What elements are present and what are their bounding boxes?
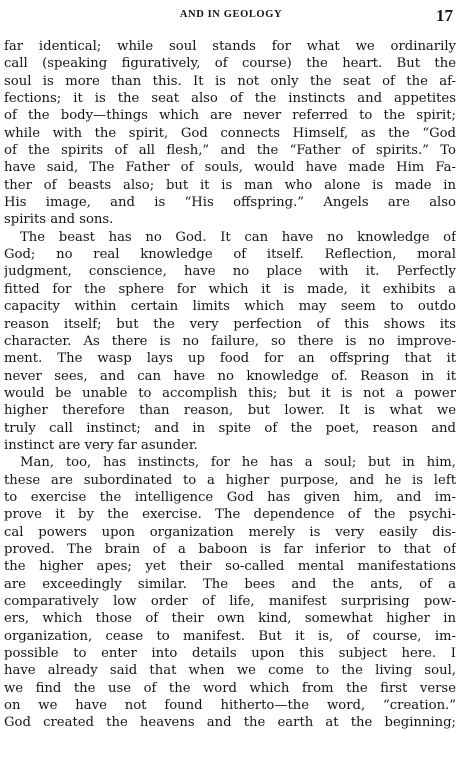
text-line: soul is more than this. It is not only the seat of the af- <box>4 73 456 89</box>
text-line: ment. The wasp lays up food for an offspring that it <box>4 351 456 367</box>
text-line: would be unable to accomplish this; but it is not a power <box>4 385 456 401</box>
text-line: on we have not found hitherto—the word, “creation.” <box>4 698 456 714</box>
text-line: while with the spirit, God connects Himself, as the “God <box>4 125 456 141</box>
text-line: of the spirits of all flesh,” and the “Father of spirits.” To <box>4 143 456 159</box>
text-line: possible to enter into details upon this subject here. I <box>4 646 456 662</box>
text-line: to exercise the intelligence God has given him, and im- <box>4 489 456 505</box>
text-line: we find the use of the word which from the first verse <box>4 680 456 696</box>
text-line: the higher apes; yet their so-called mental manifestations <box>4 559 456 575</box>
text-line: never sees, and can have no knowledge of. Reason in it <box>4 368 456 384</box>
paragraph-start-line: The beast has no God. It can have no knowledge of <box>20 229 456 245</box>
text-line: fitted for the sphere for which it is made, it exhibits a <box>4 281 456 297</box>
text-line: comparatively low order of life, manifest surprising pow- <box>4 594 456 609</box>
text-line: far identical; while soul stands for what we ordinarily <box>4 39 456 54</box>
text-line: are exceedingly similar. The bees and the ants, of a <box>4 576 456 592</box>
text-line: organization, cease to manifest. But it is, of course, im- <box>4 628 456 644</box>
paragraph-start-line: Man, too, has instincts, for he has a soul; but in him, <box>20 455 456 471</box>
text-line: character. As there is no failure, so there is no improve- <box>4 333 456 349</box>
text-line: have said, The Father of souls, would have made Him Fa- <box>4 160 456 176</box>
text-line: judgment, conscience, have no place with it. Perfectly <box>4 264 456 280</box>
running-title: AND IN GEOLOGY <box>179 9 283 20</box>
text-line: call (speaking figuratively, of course) the heart. But the <box>4 56 456 72</box>
text-line: of the body—things which are never referred to the spirit; <box>4 108 456 124</box>
text-line: ther of beasts also; but it is man who alone is made in <box>4 177 456 193</box>
paragraph-end-line: instinct are very far asunder. <box>4 437 198 453</box>
text-line: fections; it is the seat also of the instincts and appetites <box>4 91 456 107</box>
text-line: have already said that when we come to the living soul, <box>4 663 456 679</box>
text-line: proved. The brain of a baboon is far inferior to that of <box>4 541 456 557</box>
text-line: higher therefore than reason, but lower. It is what we <box>4 403 456 419</box>
text-line: truly call instinct; and in spite of the poet, reason and <box>4 420 456 436</box>
text-line: God; no real knowledge of itself. Reflection, moral <box>4 247 456 263</box>
text-line: God created the heavens and the earth at the beginning; <box>4 715 456 731</box>
text-line: His image, and is “His offspring.” Angels are also <box>4 195 456 211</box>
text-line: cal powers upon organization merely is very easily dis- <box>4 524 456 540</box>
paragraph-end-line: spirits and sons. <box>4 212 114 228</box>
body-text <box>4 38 456 732</box>
running-head <box>0 6 462 26</box>
text-line: reason itself; but the very perfection of this shows its <box>4 316 456 332</box>
text-line: capacity within certain limits which may seem to outdo <box>4 299 456 315</box>
text-line: ers, which those of their own kind, somewhat higher in <box>4 611 456 627</box>
page-number: 17 <box>436 6 453 25</box>
text-line: these are subordinated to a higher purpose, and he is left <box>4 472 456 488</box>
text-line: prove it by the exercise. The dependence of the psychi- <box>4 507 456 523</box>
